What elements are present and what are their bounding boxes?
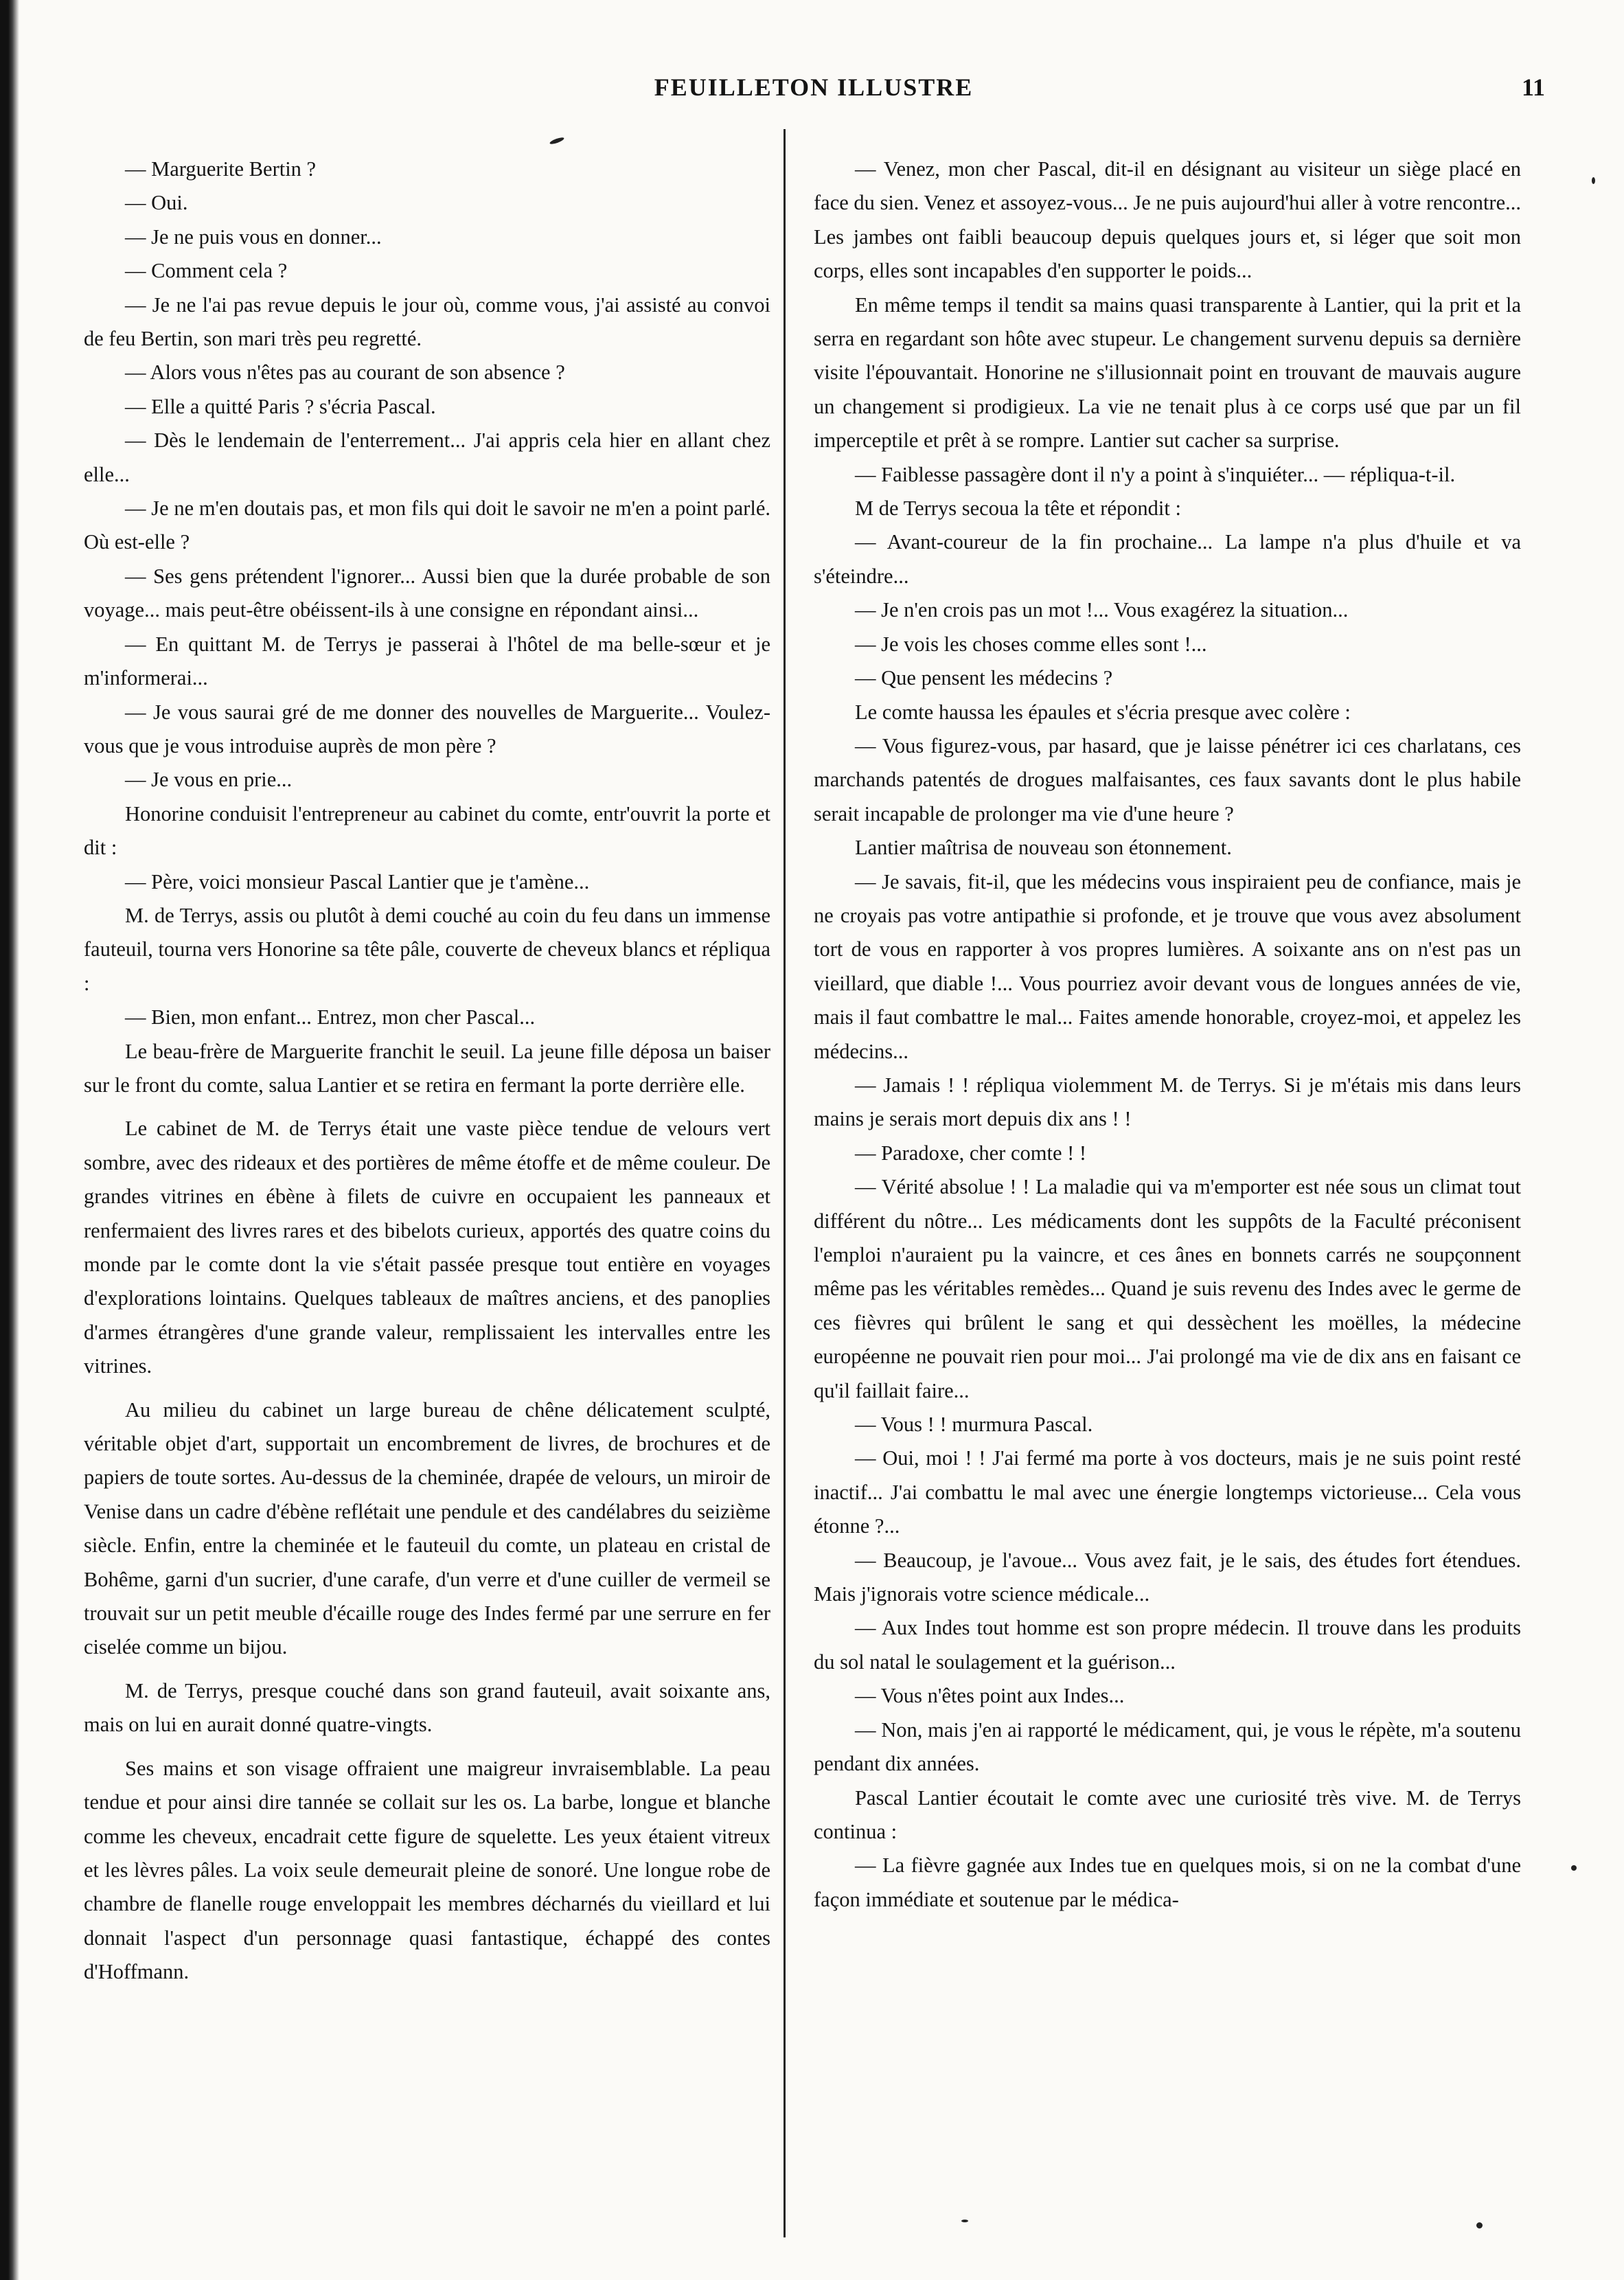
paragraph: — Je ne l'ai pas revue depuis le jour où, comme vous, j'ai assisté au convoi de feu Bertin, son mari très peu regretté. xyxy=(84,293,770,351)
paragraph: — Paradoxe, cher comte ! ! xyxy=(855,1141,1087,1165)
ink-speck xyxy=(1592,177,1595,184)
paragraph: — Aux Indes tout homme est son propre médecin. Il trouve dans les produits du sol natal le soulagement et la guérison... xyxy=(814,1616,1521,1674)
ink-speck xyxy=(961,2220,968,2222)
paragraph: — Que pensent les médecins ? xyxy=(855,666,1113,690)
ink-speck xyxy=(1476,2222,1483,2228)
paragraph: Au milieu du cabinet un large bureau de chêne délicatement sculpté, véritable objet d'art, supportait un encombrement de livres, de brochures et de papiers de toute sortes. Au-dessus de la cheminée, drapée de velours, un miroir de Venise dans un cadre d'ébène reflétait une pendule et des candélabres du seizième siècle. Enfin, entre la cheminée et le fauteuil du comte, un plateau en cristal de Bohême, garni d'un sucrier, d'une carafe, d'un verre et d'une cuiller de vermeil se trouvait sur un petit meuble d'écaille rouge des Indes fermé par une serrure en fer ciselée comme un bijou. xyxy=(84,1398,770,1659)
paragraph: — Jamais ! ! répliqua violemment M. de Terrys. Si je m'étais mis dans leurs mains je serais mort depuis dix ans ! ! xyxy=(814,1073,1521,1131)
paragraph: — Beaucoup, je l'avoue... Vous avez fait, je le sais, des études fort étendues. Mais j'ignorais votre science médicale... xyxy=(814,1548,1521,1606)
paragraph: — Alors vous n'êtes pas au courant de son absence ? xyxy=(125,361,565,385)
paragraph: — Vous n'êtes point aux Indes... xyxy=(855,1684,1125,1708)
paragraph: — Vous ! ! murmura Pascal. xyxy=(855,1413,1093,1437)
paragraph: — En quittant M. de Terrys je passerai à l'hôtel de ma belle-sœur et je m'informerai... xyxy=(84,632,770,690)
paragraph: Le comte haussa les épaules et s'écria presque avec colère : xyxy=(855,700,1351,724)
paragraph: Ses mains et son visage offraient une maigreur invraisemblable. La peau tendue et pour ainsi dire tannée se collait sur les os. La barbe, longue et blanche comme les cheveux, encadrait cette figure de squelette. Les yeux étaient vitreux et les lèvres pâles. La voix seule demeurait pleine de sonoré. Une longue robe de chambre de flanelle rouge enveloppait les membres décharnés du vieillard et lui donnait l'aspect d'un personnage quasi fantastique, échappé des contes d'Hoffmann. xyxy=(84,1756,770,1984)
paragraph: — Je vous en prie... xyxy=(125,768,293,792)
page-header xyxy=(82,67,1545,109)
paragraph: Lantier maîtrisa de nouveau son étonnement. xyxy=(855,836,1232,860)
paragraph: — Vérité absolue ! ! La maladie qui va m'emporter est née sous un climat tout différent du nôtre... Les médicaments dont les suppôts de la Faculté préconisent l'emploi n'auraient pu la vaincre, et ces ânes en bonnets carrés ne soupçonnent même pas les véritables remèdes... Quand je suis revenu des Indes avec le germe de ces fièvres qui brûlent le sang et qui dessèchent les moëlles, la médecine européenne ne pouvait rien pour moi... J'ai prolongé ma vie de dix ans en faisant ce qu'il faillait faire... xyxy=(814,1175,1521,1402)
paragraph: — Faiblesse passagère dont il n'y a point à s'inquiéter... — répliqua-t-il. xyxy=(855,462,1456,486)
paragraph: En même temps il tendit sa mains quasi transparente à Lantier, qui la prit et la serra en regardant son hôte avec stupeur. Le changement survenu depuis sa dernière visite l'épouvantait. Honorine ne s'illusionnait point en trouvant de mauvais augure un changement si prodigieux. La vie ne tenait plus à ce corps usé que par un fil imperceptile et prêt à se rompre. Lantier sut cacher sa surprise. xyxy=(814,293,1521,453)
paragraph: — Marguerite Bertin ? xyxy=(125,157,317,181)
paragraph: Le cabinet de M. de Terrys était une vaste pièce tendue de velours vert sombre, avec des rideaux et des portières de même étoffe et de même couleur. De grandes vitrines en ébène à filets de cuivre en occupaient les panneaux et renfermaient des livres rares et des bibelots curieux, apportés des quatre coins du monde par le comte dont la vie s'était passée presque tout entière en voyages d'explorations lointains. Quelques tableaux de maîtres anciens, et des panoplies d'armes étrangères d'une grande valeur, remplissaient les intervalles entre les vitrines. xyxy=(84,1117,770,1378)
paragraph: Le beau-frère de Marguerite franchit le seuil. La jeune fille déposa un baiser sur le front du comte, salua Lantier et se retira en fermant la porte derrière elle. xyxy=(84,1039,770,1097)
paragraph: — Je ne puis vous en donner... xyxy=(125,225,382,249)
paragraph: — Je ne m'en doutais pas, et mon fils qui doit le savoir ne m'en a point parlé. Où est-elle ? xyxy=(84,497,770,554)
paragraph: M. de Terrys, presque couché dans son grand fauteuil, avait soixante ans, mais on lui en aurait donné quatre-vingts. xyxy=(84,1678,770,1737)
right-column xyxy=(814,152,1521,1917)
paragraph: — Venez, mon cher Pascal, dit-il en désignant au visiteur un siège placé en face du sien. Venez et assoyez-vous... Je ne puis aujourd'hui aller à votre rencontre... Les jambes ont faibli beaucoup depuis quelques jours et, si léger que soit mon corps, elles sont incapables d'en supporter le poids... xyxy=(814,157,1521,283)
column-divider xyxy=(784,129,786,2237)
paragraph: — Oui. xyxy=(125,191,188,215)
page-number: 11 xyxy=(1521,73,1545,101)
paragraph: — Père, voici monsieur Pascal Lantier que je t'amène... xyxy=(125,869,590,893)
paragraph: — Je vois les choses comme elles sont !... xyxy=(855,632,1207,656)
paragraph: — Dès le lendemain de l'enterrement... J'ai appris cela hier en allant chez elle... xyxy=(84,429,770,486)
paragraph: — Ses gens prétendent l'ignorer... Aussi bien que la durée probable de son voyage... mais peut-être obéissent-ils à une consigne en répondant ainsi... xyxy=(84,564,770,622)
paragraph: M de Terrys secoua la tête et répondit : xyxy=(855,497,1181,521)
paragraph: — Avant-coureur de la fin prochaine... La lampe n'a plus d'huile et va s'éteindre... xyxy=(814,530,1521,588)
paragraph: M. de Terrys, assis ou plutôt à demi couché au coin du feu dans un immense fauteuil, tourna vers Honorine sa tête pâle, couverte de cheveux blancs et répliqua : xyxy=(84,903,770,995)
page-binding-shadow xyxy=(0,0,19,2280)
paragraph: — Je vous saurai gré de me donner des nouvelles de Marguerite... Voulez-vous que je vous introduise auprès de mon père ? xyxy=(84,700,770,757)
paragraph: — Je savais, fit-il, que les médecins vous inspiraient peu de confiance, mais je ne croyais pas votre antipathie si profonde, et je trouve que vous avez absolument tort de vous en rapporter à vos propres lumières. A soixante ans on n'est pas un vieillard, que diable !... Vous pourriez avoir devant vous de longues années de vie, mais il faut combattre le mal... Faites amende honorable, croyez-moi, et appelez les médecins... xyxy=(814,869,1521,1063)
paragraph: — Comment cela ? xyxy=(125,259,288,283)
paragraph: — Elle a quitté Paris ? s'écria Pascal. xyxy=(125,394,436,418)
paragraph: — Oui, moi ! ! J'ai fermé ma porte à vos docteurs, mais je ne suis point resté inactif... J'ai combattu le mal avec une énergie longtemps victorieuse... Cela vous étonne ?... xyxy=(814,1446,1521,1538)
ink-speck xyxy=(1571,1865,1577,1871)
running-title: FEUILLETON ILLUSTRE xyxy=(654,73,974,101)
paragraph: — Je n'en crois pas un mot !... Vous exagérez la situation... xyxy=(855,598,1349,622)
paragraph: — Vous figurez-vous, par hasard, que je laisse pénétrer ici ces charlatans, ces marchands patentés de drogues malfaisantes, ces faux savants dont le plus habile serait incapable de prolonger ma vie d'une heure ? xyxy=(814,733,1521,825)
paragraph: — Bien, mon enfant... Entrez, mon cher Pascal... xyxy=(125,1005,536,1029)
ink-speck xyxy=(549,136,565,145)
paragraph: Pascal Lantier écoutait le comte avec une curiosité très vive. M. de Terrys continua : xyxy=(814,1786,1521,1843)
paragraph: — Non, mais j'en ai rapporté le médicament, qui, je vous le répète, m'a soutenu pendant dix années. xyxy=(814,1718,1521,1776)
paragraph: — La fièvre gagnée aux Indes tue en quelques mois, si on ne la combat d'une façon immédiate et soutenue par le médica- xyxy=(814,1854,1521,1911)
left-column xyxy=(84,152,770,1990)
paragraph: Honorine conduisit l'entrepreneur au cabinet du comte, entr'ouvrit la porte et dit : xyxy=(84,801,770,860)
